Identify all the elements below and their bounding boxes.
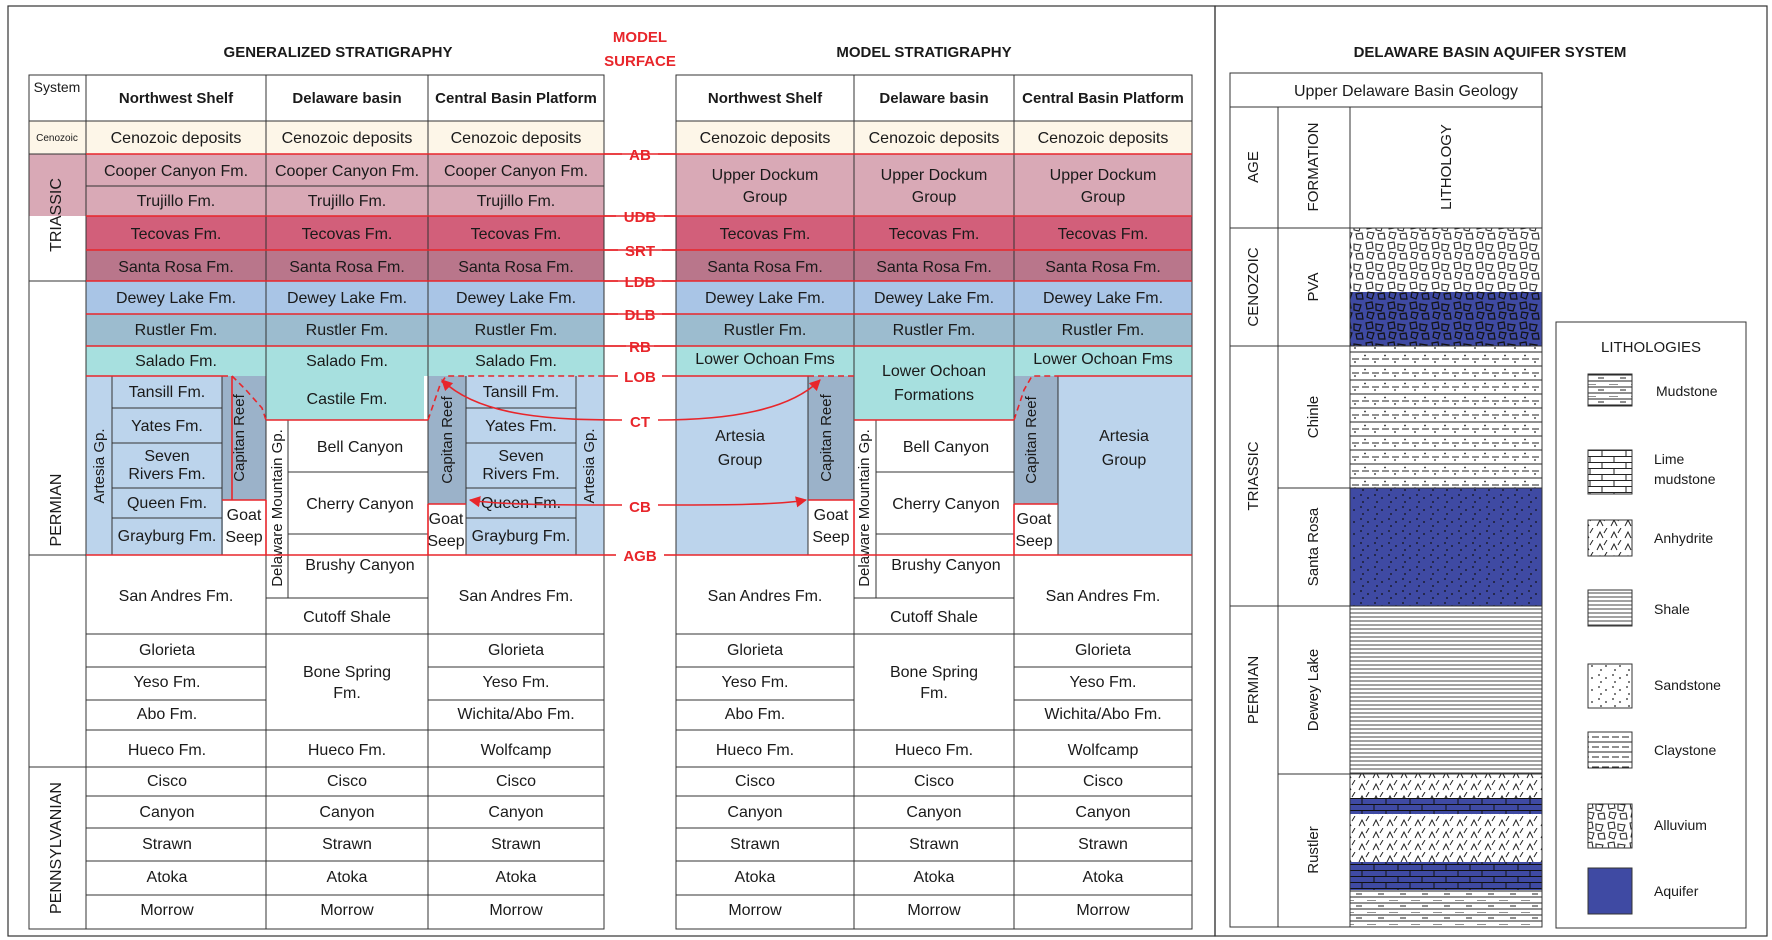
gen-nw-goat: Goat [226, 507, 262, 524]
gen-header-nw: Northwest Shelf [118, 90, 234, 107]
gen-db-morrow: Morrow [320, 902, 374, 919]
litho-dewey-lake [1350, 606, 1542, 774]
model-db-morrow: Morrow [907, 902, 961, 919]
model-db-hueco: Hueco Fm. [894, 742, 974, 759]
gen-nw-san-andres: San Andres Fm. [118, 588, 234, 605]
model-nw-goat: Goat [813, 507, 849, 524]
model-surface-title-1: MODEL [612, 29, 668, 46]
formation-chinle: Chinle [1305, 395, 1322, 439]
gen-db-cutoff: Cutoff Shale [303, 609, 391, 626]
model-nw-tecovas: Tecovas Fm. [719, 226, 811, 243]
legend-mudstone: Mudstone [1656, 383, 1718, 399]
generalized-title: GENERALIZED STRATIGRAPHY [223, 44, 453, 61]
model-nw-san-andres: San Andres Fm. [707, 588, 823, 605]
gen-cbp-cisco: Cisco [495, 773, 537, 790]
gen-db-strawn: Strawn [322, 836, 372, 853]
legend-swatch-mudstone [1588, 374, 1632, 406]
model-nw-dewey: Dewey Lake Fm. [704, 290, 826, 307]
model-nw-artesia-1: Artesia [715, 428, 765, 445]
legend-anhydrite: Anhydrite [1654, 530, 1714, 546]
gen-db-rustler: Rustler Fm. [305, 322, 389, 339]
gen-nw-cisco: Cisco [146, 773, 188, 790]
aquifer-column [1230, 73, 1542, 927]
gen-nw-seven-1: Seven [144, 448, 190, 465]
legend-swatch-claystone [1588, 732, 1632, 768]
gen-cbp-wichita: Wichita/Abo Fm. [457, 706, 575, 723]
gen-cbp-seven-2: Rivers Fm. [482, 466, 560, 483]
gen-db-bell: Bell Canyon [316, 439, 404, 456]
model-db-bone-2: Fm. [920, 685, 948, 702]
gen-cbp-yates: Yates Fm. [485, 418, 557, 435]
gen-nw-salado: Salado Fm. [135, 353, 217, 370]
model-db-atoka: Atoka [913, 869, 955, 886]
gen-nw-yates: Yates Fm. [131, 418, 203, 435]
gen-db-tecovas: Tecovas Fm. [301, 226, 393, 243]
model-db-udg-1: Upper Dockum [880, 167, 988, 184]
gen-cbp-santa-rosa: Santa Rosa Fm. [458, 259, 574, 276]
model-cbp-wolfcamp: Wolfcamp [1067, 742, 1139, 759]
surface-ldb: LDB [624, 274, 656, 291]
gen-nw-queen: Queen Fm. [126, 495, 208, 512]
model-cbp-seep: Seep [1015, 533, 1053, 550]
model-db-strawn: Strawn [909, 836, 959, 853]
gen-cbp-rustler: Rustler Fm. [474, 322, 558, 339]
gen-nw-seep: Seep [225, 529, 263, 546]
model-nw-yeso: Yeso Fm. [721, 674, 789, 691]
model-cbp-goat: Goat [1016, 511, 1052, 528]
model-cbp-wichita: Wichita/Abo Fm. [1044, 706, 1162, 723]
litho-rustler-anhydrite-2 [1350, 814, 1542, 862]
model-nw-canyon: Canyon [727, 804, 783, 821]
model-cbp-artesia-1: Artesia [1099, 428, 1149, 445]
model-db-lower-ochoan-2: Formations [893, 387, 975, 404]
gen-db-cherry: Cherry Canyon [306, 496, 414, 513]
model-nw-glorieta: Glorieta [726, 642, 784, 659]
model-db-dewey: Dewey Lake Fm. [873, 290, 995, 307]
age-cenozoic: CENOZOIC [1245, 247, 1262, 327]
gen-db-trujillo: Trujillo Fm. [307, 193, 387, 210]
surface-cb: CB [629, 499, 651, 516]
gen-db-cisco: Cisco [326, 773, 368, 790]
model-nw-strawn: Strawn [730, 836, 780, 853]
header-system: System [33, 79, 81, 95]
legend-shale: Shale [1654, 601, 1690, 617]
gen-db-bone-1: Bone Spring [302, 664, 392, 681]
formation-rustler: Rustler [1305, 826, 1322, 874]
model-db-tecovas: Tecovas Fm. [888, 226, 980, 243]
model-nw-artesia-2: Group [717, 452, 763, 469]
gen-db-canyon: Canyon [319, 804, 375, 821]
model-cbp-glorieta: Glorieta [1074, 642, 1132, 659]
litho-rustler-mudstone [1350, 890, 1542, 927]
generalized-table [29, 75, 604, 929]
model-table [676, 75, 1192, 929]
model-db-bell: Bell Canyon [902, 439, 990, 456]
model-header-nw: Northwest Shelf [707, 90, 823, 107]
model-nw-rustler: Rustler Fm. [723, 322, 807, 339]
gen-cbp-atoka: Atoka [495, 869, 537, 886]
model-cbp-tecovas: Tecovas Fm. [1057, 226, 1149, 243]
model-nw-udg-2: Group [742, 189, 788, 206]
model-header-cbp: Central Basin Platform [1022, 90, 1184, 107]
col-formation: FORMATION [1305, 122, 1322, 212]
gen-nw-strawn: Strawn [142, 836, 192, 853]
model-cbp-morrow: Morrow [1076, 902, 1130, 919]
litho-rustler-aquifer-1 [1350, 798, 1542, 814]
model-nw-cenozoic: Cenozoic deposits [699, 130, 831, 147]
gen-db-cenozoic: Cenozoic deposits [281, 130, 413, 147]
gen-db-hueco: Hueco Fm. [307, 742, 387, 759]
model-nw-capitan-reef: Capitan Reef [818, 394, 835, 482]
gen-db-dmg: Delaware Mountain Gp. [269, 429, 286, 587]
surface-rb: RB [629, 339, 651, 356]
gen-cbp-seep: Seep [427, 533, 465, 550]
gen-header-db: Delaware basin [292, 90, 402, 107]
model-cbp-yeso: Yeso Fm. [1069, 674, 1137, 691]
legend-sandstone: Sandstone [1654, 677, 1721, 693]
gen-cbp-yeso: Yeso Fm. [482, 674, 550, 691]
gen-db-brushy: Brushy Canyon [305, 557, 415, 574]
system-cenozoic: Cenozoic [36, 133, 78, 144]
gen-cbp-cenozoic: Cenozoic deposits [450, 130, 582, 147]
legend-claystone: Claystone [1654, 742, 1717, 758]
litho-rustler-aquifer-2 [1350, 862, 1542, 890]
legend-swatch-sandstone [1588, 664, 1632, 708]
gen-nw-tecovas: Tecovas Fm. [130, 226, 222, 243]
model-cbp-udg-1: Upper Dockum [1049, 167, 1157, 184]
gen-db-salado: Salado Fm. [306, 353, 388, 370]
model-db-lower-ochoan-1: Lower Ochoan [881, 363, 987, 380]
formation-pva: PVA [1305, 272, 1322, 302]
model-header-db: Delaware basin [879, 90, 989, 107]
gen-db-santa-rosa: Santa Rosa Fm. [289, 259, 405, 276]
litho-pva-alluvium [1350, 228, 1542, 292]
gen-cbp-san-andres: San Andres Fm. [458, 588, 574, 605]
model-db-bone-1: Bone Spring [889, 664, 979, 681]
gen-cbp-seven-1: Seven [498, 448, 544, 465]
model-nw-cisco: Cisco [734, 773, 776, 790]
gen-nw-atoka: Atoka [146, 869, 188, 886]
gen-nw-morrow: Morrow [140, 902, 194, 919]
litho-rustler-anhydrite-1 [1350, 774, 1542, 798]
col-lithology: LITHOLOGY [1438, 124, 1455, 210]
model-cbp-dewey: Dewey Lake Fm. [1042, 290, 1164, 307]
gen-nw-abo: Abo Fm. [136, 706, 198, 723]
gen-nw-rustler: Rustler Fm. [134, 322, 218, 339]
gen-nw-hueco: Hueco Fm. [127, 742, 207, 759]
age-permian: PERMIAN [1245, 655, 1262, 725]
formation-santa-rosa: Santa Rosa [1305, 507, 1322, 587]
litho-santa-rosa [1350, 488, 1542, 606]
gen-cbp-morrow: Morrow [489, 902, 543, 919]
model-db-cenozoic: Cenozoic deposits [868, 130, 1000, 147]
model-cbp-strawn: Strawn [1078, 836, 1128, 853]
gen-nw-seven-2: Rivers Fm. [128, 466, 206, 483]
legend-swatch-lime-mudstone [1588, 450, 1632, 494]
system-permian: PERMIAN [48, 473, 65, 547]
lithology-legend [1556, 322, 1746, 928]
model-cbp-san-andres: San Andres Fm. [1045, 588, 1161, 605]
model-db-cherry: Cherry Canyon [892, 496, 1000, 513]
gen-cbp-artesia-gp: Artesia Gp. [581, 428, 598, 504]
model-cbp-artesia-2: Group [1101, 452, 1147, 469]
model-surface-title-2: SURFACE [604, 53, 676, 70]
gen-cbp-salado: Salado Fm. [475, 353, 557, 370]
model-db-udg-2: Group [911, 189, 957, 206]
legend-alluvium: Alluvium [1654, 817, 1707, 833]
model-nw-santa-rosa: Santa Rosa Fm. [707, 259, 823, 276]
gen-nw-capitan-reef: Capitan Reef [231, 394, 248, 482]
gen-nw-glorieta: Glorieta [138, 642, 196, 659]
surface-agb: AGB [623, 548, 657, 565]
upper-delaware-title: Upper Delaware Basin Geology [1293, 83, 1519, 100]
gen-cbp-capitan-reef: Capitan Reef [439, 396, 456, 484]
system-triassic: TRIASSIC [48, 178, 65, 252]
model-cbp-cisco: Cisco [1082, 773, 1124, 790]
model-cbp-cenozoic: Cenozoic deposits [1037, 130, 1169, 147]
model-db-santa-rosa: Santa Rosa Fm. [876, 259, 992, 276]
surface-dlb: DLB [624, 307, 656, 324]
model-cbp-udg-2: Group [1080, 189, 1126, 206]
gen-nw-artesia-gp: Artesia Gp. [91, 428, 108, 504]
gen-db-atoka: Atoka [326, 869, 368, 886]
surface-lob: LOB [624, 369, 656, 386]
model-nw-morrow: Morrow [728, 902, 782, 919]
model-cbp-capitan-reef: Capitan Reef [1023, 396, 1040, 484]
model-nw-seep: Seep [812, 529, 850, 546]
gen-nw-tansill: Tansill Fm. [128, 384, 206, 401]
gen-cbp-dewey: Dewey Lake Fm. [455, 290, 577, 307]
gen-cbp-canyon: Canyon [488, 804, 544, 821]
model-db-dmg: Delaware Mountain Gp. [856, 429, 873, 587]
formation-dewey-lake: Dewey Lake [1305, 648, 1322, 732]
gen-cbp-wolfcamp: Wolfcamp [480, 742, 552, 759]
gen-nw-cenozoic: Cenozoic deposits [110, 130, 242, 147]
model-db-rustler: Rustler Fm. [892, 322, 976, 339]
legend-title: LITHOLOGIES [1600, 339, 1702, 356]
model-cbp-lower-ochoan: Lower Ochoan Fms [1033, 351, 1173, 368]
model-db-brushy: Brushy Canyon [891, 557, 1001, 574]
surface-ct: CT [630, 414, 650, 431]
model-cbp-atoka: Atoka [1082, 869, 1124, 886]
gen-db-dewey: Dewey Lake Fm. [286, 290, 408, 307]
model-db-canyon: Canyon [906, 804, 962, 821]
gen-nw-grayburg: Grayburg Fm. [117, 528, 217, 545]
litho-pva-aquifer [1350, 292, 1542, 346]
gen-nw-yeso: Yeso Fm. [133, 674, 201, 691]
aquifer-title: DELAWARE BASIN AQUIFER SYSTEM [1353, 44, 1627, 61]
model-db-cutoff: Cutoff Shale [890, 609, 978, 626]
gen-nw-dewey: Dewey Lake Fm. [115, 290, 237, 307]
gen-cbp-tansill: Tansill Fm. [482, 384, 560, 401]
gen-nw-cooper: Cooper Canyon Fm. [103, 163, 249, 180]
litho-chinle [1350, 346, 1542, 488]
gen-cbp-strawn: Strawn [491, 836, 541, 853]
surface-ab: AB [629, 147, 651, 164]
legend-swatch-anhydrite [1588, 520, 1632, 556]
gen-nw-santa-rosa: Santa Rosa Fm. [118, 259, 234, 276]
gen-cbp-grayburg: Grayburg Fm. [471, 528, 571, 545]
model-nw-atoka: Atoka [734, 869, 776, 886]
legend-aquifer: Aquifer [1654, 883, 1699, 899]
col-age: AGE [1245, 151, 1262, 183]
model-title: MODEL STRATIGRAPHY [836, 44, 1012, 61]
legend-lime-mudstone: Lime mudstone [1654, 451, 1716, 487]
model-nw-abo: Abo Fm. [724, 706, 786, 723]
model-cbp-rustler: Rustler Fm. [1061, 322, 1145, 339]
model-db-cisco: Cisco [913, 773, 955, 790]
gen-nw-canyon: Canyon [139, 804, 195, 821]
age-triassic: TRIASSIC [1245, 441, 1262, 511]
legend-swatch-shale [1588, 590, 1632, 626]
surface-srt: SRT [625, 243, 655, 260]
gen-db-bone-2: Fm. [333, 685, 361, 702]
gen-nw-trujillo: Trujillo Fm. [136, 193, 216, 210]
model-cbp-canyon: Canyon [1075, 804, 1131, 821]
gen-cbp-goat: Goat [428, 511, 464, 528]
legend-swatch-alluvium [1588, 804, 1632, 848]
legend-swatch-aquifer [1588, 868, 1632, 914]
model-nw-hueco: Hueco Fm. [715, 742, 795, 759]
model-nw-lower-ochoan: Lower Ochoan Fms [695, 351, 835, 368]
system-pennsylvanian: PENNSYLVANIAN [48, 782, 65, 914]
model-cbp-santa-rosa: Santa Rosa Fm. [1045, 259, 1161, 276]
gen-db-castile: Castile Fm. [306, 391, 388, 408]
gen-cbp-trujillo: Trujillo Fm. [476, 193, 556, 210]
model-nw-udg-1: Upper Dockum [711, 167, 819, 184]
gen-cbp-cooper: Cooper Canyon Fm. [443, 163, 589, 180]
gen-cbp-queen: Queen Fm. [480, 495, 562, 512]
gen-cbp-glorieta: Glorieta [487, 642, 545, 659]
gen-cbp-tecovas: Tecovas Fm. [470, 226, 562, 243]
gen-header-cbp: Central Basin Platform [435, 90, 597, 107]
surface-udb: UDB [623, 209, 657, 226]
gen-db-cooper: Cooper Canyon Fm. [274, 163, 420, 180]
